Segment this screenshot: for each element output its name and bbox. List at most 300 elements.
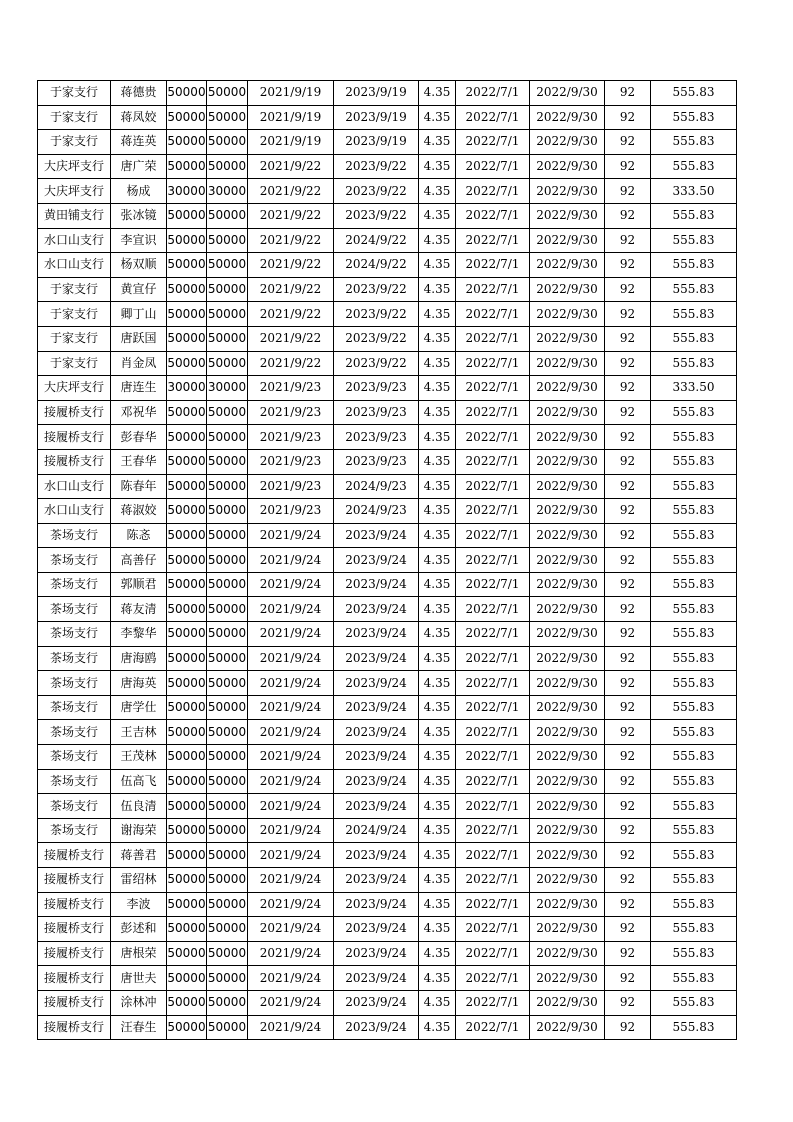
cell-branch: 于家支行: [38, 302, 111, 327]
cell-branch: 茶场支行: [38, 794, 111, 819]
cell-start-date: 2021/9/24: [248, 646, 334, 671]
cell-start-date: 2021/9/24: [248, 794, 334, 819]
cell-end-date: 2023/9/24: [334, 695, 419, 720]
cell-name: 唐海鸥: [111, 646, 167, 671]
cell-period-start: 2022/7/1: [456, 105, 530, 130]
cell-period-start: 2022/7/1: [456, 228, 530, 253]
cell-name: 雷绍林: [111, 868, 167, 893]
cell-rate: 4.35: [419, 400, 456, 425]
cell-end-date: 2023/9/24: [334, 843, 419, 868]
cell-amount: 50000: [167, 769, 207, 794]
cell-start-date: 2021/9/24: [248, 990, 334, 1015]
cell-amount: 50000: [167, 941, 207, 966]
cell-name: 卿丁山: [111, 302, 167, 327]
table-row: [38, 81, 737, 106]
cell-name: 伍高飞: [111, 769, 167, 794]
cell-start-date: 2021/9/24: [248, 917, 334, 942]
cell-period-end: 2022/9/30: [530, 277, 605, 302]
cell-start-date: 2021/9/22: [248, 228, 334, 253]
cell-balance: 50000: [207, 351, 248, 376]
cell-name: 张冰镜: [111, 203, 167, 228]
cell-branch: 茶场支行: [38, 572, 111, 597]
table-body: [38, 81, 737, 1040]
cell-branch: 接履桥支行: [38, 892, 111, 917]
cell-period-start: 2022/7/1: [456, 425, 530, 450]
cell-amount: 50000: [167, 425, 207, 450]
cell-interest: 555.83: [651, 769, 737, 794]
cell-start-date: 2021/9/24: [248, 843, 334, 868]
cell-rate: 4.35: [419, 966, 456, 991]
cell-name: 蒋凤姣: [111, 105, 167, 130]
cell-balance: 30000: [207, 376, 248, 401]
cell-days: 92: [605, 105, 651, 130]
cell-rate: 4.35: [419, 818, 456, 843]
cell-period-start: 2022/7/1: [456, 990, 530, 1015]
cell-amount: 50000: [167, 130, 207, 155]
cell-interest: 555.83: [651, 572, 737, 597]
cell-period-start: 2022/7/1: [456, 179, 530, 204]
cell-rate: 4.35: [419, 794, 456, 819]
cell-interest: 555.83: [651, 523, 737, 548]
cell-end-date: 2023/9/24: [334, 794, 419, 819]
cell-name: 王茂林: [111, 745, 167, 770]
cell-rate: 4.35: [419, 548, 456, 573]
cell-days: 92: [605, 449, 651, 474]
table-row: [38, 695, 737, 720]
cell-branch: 于家支行: [38, 277, 111, 302]
cell-period-start: 2022/7/1: [456, 253, 530, 278]
cell-period-end: 2022/9/30: [530, 745, 605, 770]
cell-interest: 555.83: [651, 892, 737, 917]
cell-period-end: 2022/9/30: [530, 228, 605, 253]
cell-rate: 4.35: [419, 745, 456, 770]
cell-branch: 于家支行: [38, 105, 111, 130]
cell-interest: 555.83: [651, 990, 737, 1015]
table-row: [38, 425, 737, 450]
table-row: [38, 646, 737, 671]
cell-end-date: 2024/9/23: [334, 474, 419, 499]
cell-balance: 50000: [207, 990, 248, 1015]
cell-balance: 50000: [207, 720, 248, 745]
cell-interest: 555.83: [651, 499, 737, 524]
cell-days: 92: [605, 966, 651, 991]
cell-branch: 于家支行: [38, 130, 111, 155]
table-row: [38, 745, 737, 770]
cell-branch: 接履桥支行: [38, 449, 111, 474]
cell-days: 92: [605, 720, 651, 745]
cell-rate: 4.35: [419, 843, 456, 868]
cell-name: 郭顺君: [111, 572, 167, 597]
cell-name: 唐跃国: [111, 326, 167, 351]
cell-interest: 555.83: [651, 597, 737, 622]
cell-period-start: 2022/7/1: [456, 203, 530, 228]
cell-balance: 50000: [207, 449, 248, 474]
cell-balance: 50000: [207, 425, 248, 450]
cell-start-date: 2021/9/23: [248, 449, 334, 474]
cell-start-date: 2021/9/24: [248, 523, 334, 548]
cell-balance: 50000: [207, 966, 248, 991]
cell-amount: 50000: [167, 548, 207, 573]
cell-days: 92: [605, 548, 651, 573]
cell-interest: 555.83: [651, 302, 737, 327]
cell-branch: 水口山支行: [38, 499, 111, 524]
cell-start-date: 2021/9/24: [248, 966, 334, 991]
cell-days: 92: [605, 941, 651, 966]
cell-interest: 555.83: [651, 745, 737, 770]
table-row: [38, 990, 737, 1015]
cell-branch: 于家支行: [38, 81, 111, 106]
cell-period-start: 2022/7/1: [456, 81, 530, 106]
table-row: [38, 228, 737, 253]
cell-period-start: 2022/7/1: [456, 277, 530, 302]
table-row: [38, 720, 737, 745]
cell-end-date: 2023/9/22: [334, 179, 419, 204]
cell-rate: 4.35: [419, 277, 456, 302]
cell-period-end: 2022/9/30: [530, 253, 605, 278]
cell-days: 92: [605, 597, 651, 622]
table-row: [38, 1015, 737, 1040]
cell-balance: 50000: [207, 597, 248, 622]
cell-days: 92: [605, 990, 651, 1015]
cell-branch: 接履桥支行: [38, 843, 111, 868]
cell-start-date: 2021/9/24: [248, 745, 334, 770]
cell-days: 92: [605, 622, 651, 647]
cell-balance: 50000: [207, 203, 248, 228]
cell-interest: 555.83: [651, 400, 737, 425]
cell-interest: 555.83: [651, 695, 737, 720]
cell-start-date: 2021/9/22: [248, 302, 334, 327]
cell-branch: 接履桥支行: [38, 400, 111, 425]
cell-name: 蒋连英: [111, 130, 167, 155]
cell-period-end: 2022/9/30: [530, 105, 605, 130]
cell-amount: 50000: [167, 154, 207, 179]
table-row: [38, 572, 737, 597]
cell-end-date: 2023/9/24: [334, 892, 419, 917]
cell-branch: 茶场支行: [38, 523, 111, 548]
cell-branch: 接履桥支行: [38, 990, 111, 1015]
cell-name: 陈忞: [111, 523, 167, 548]
cell-period-start: 2022/7/1: [456, 400, 530, 425]
cell-interest: 555.83: [651, 105, 737, 130]
cell-start-date: 2021/9/24: [248, 572, 334, 597]
cell-period-end: 2022/9/30: [530, 1015, 605, 1040]
cell-period-start: 2022/7/1: [456, 130, 530, 155]
cell-days: 92: [605, 400, 651, 425]
cell-amount: 50000: [167, 597, 207, 622]
cell-balance: 50000: [207, 917, 248, 942]
table-row: [38, 179, 737, 204]
cell-interest: 333.50: [651, 179, 737, 204]
cell-start-date: 2021/9/24: [248, 1015, 334, 1040]
cell-interest: 555.83: [651, 81, 737, 106]
table-row: [38, 966, 737, 991]
cell-balance: 50000: [207, 277, 248, 302]
cell-period-end: 2022/9/30: [530, 474, 605, 499]
cell-amount: 50000: [167, 302, 207, 327]
cell-amount: 50000: [167, 203, 207, 228]
cell-balance: 50000: [207, 671, 248, 696]
cell-rate: 4.35: [419, 203, 456, 228]
cell-amount: 50000: [167, 868, 207, 893]
cell-days: 92: [605, 130, 651, 155]
cell-amount: 50000: [167, 966, 207, 991]
cell-period-end: 2022/9/30: [530, 154, 605, 179]
cell-period-start: 2022/7/1: [456, 745, 530, 770]
table-row: [38, 400, 737, 425]
cell-end-date: 2023/9/19: [334, 105, 419, 130]
table-row: [38, 868, 737, 893]
cell-end-date: 2023/9/24: [334, 548, 419, 573]
cell-days: 92: [605, 646, 651, 671]
cell-branch: 水口山支行: [38, 474, 111, 499]
cell-period-start: 2022/7/1: [456, 794, 530, 819]
cell-period-end: 2022/9/30: [530, 572, 605, 597]
cell-end-date: 2023/9/24: [334, 671, 419, 696]
table-row: [38, 622, 737, 647]
cell-end-date: 2023/9/24: [334, 597, 419, 622]
cell-end-date: 2023/9/24: [334, 1015, 419, 1040]
cell-branch: 大庆坪支行: [38, 179, 111, 204]
cell-name: 彭述和: [111, 917, 167, 942]
cell-period-end: 2022/9/30: [530, 990, 605, 1015]
cell-amount: 50000: [167, 843, 207, 868]
cell-balance: 50000: [207, 794, 248, 819]
cell-name: 王春华: [111, 449, 167, 474]
cell-period-end: 2022/9/30: [530, 81, 605, 106]
cell-interest: 555.83: [651, 917, 737, 942]
cell-rate: 4.35: [419, 302, 456, 327]
cell-branch: 茶场支行: [38, 622, 111, 647]
cell-days: 92: [605, 302, 651, 327]
cell-period-start: 2022/7/1: [456, 695, 530, 720]
cell-end-date: 2023/9/23: [334, 449, 419, 474]
cell-period-end: 2022/9/30: [530, 499, 605, 524]
cell-start-date: 2021/9/24: [248, 695, 334, 720]
cell-amount: 50000: [167, 474, 207, 499]
cell-start-date: 2021/9/24: [248, 597, 334, 622]
cell-name: 黄宣仔: [111, 277, 167, 302]
cell-name: 唐根荣: [111, 941, 167, 966]
table-row: [38, 597, 737, 622]
cell-start-date: 2021/9/22: [248, 277, 334, 302]
cell-name: 蒋友清: [111, 597, 167, 622]
cell-period-end: 2022/9/30: [530, 917, 605, 942]
cell-balance: 50000: [207, 81, 248, 106]
cell-end-date: 2023/9/24: [334, 523, 419, 548]
cell-days: 92: [605, 818, 651, 843]
cell-amount: 50000: [167, 1015, 207, 1040]
cell-amount: 50000: [167, 277, 207, 302]
cell-branch: 大庆坪支行: [38, 376, 111, 401]
cell-interest: 555.83: [651, 941, 737, 966]
cell-interest: 555.83: [651, 130, 737, 155]
cell-balance: 50000: [207, 572, 248, 597]
cell-name: 陈春年: [111, 474, 167, 499]
cell-amount: 50000: [167, 351, 207, 376]
cell-end-date: 2024/9/22: [334, 253, 419, 278]
cell-start-date: 2021/9/23: [248, 400, 334, 425]
cell-branch: 茶场支行: [38, 818, 111, 843]
cell-start-date: 2021/9/24: [248, 720, 334, 745]
cell-interest: 555.83: [651, 425, 737, 450]
cell-name: 唐世夫: [111, 966, 167, 991]
cell-end-date: 2023/9/24: [334, 769, 419, 794]
cell-period-start: 2022/7/1: [456, 154, 530, 179]
cell-rate: 4.35: [419, 499, 456, 524]
cell-balance: 50000: [207, 769, 248, 794]
table-row: [38, 769, 737, 794]
cell-interest: 555.83: [651, 277, 737, 302]
cell-days: 92: [605, 376, 651, 401]
cell-days: 92: [605, 572, 651, 597]
cell-period-end: 2022/9/30: [530, 646, 605, 671]
cell-days: 92: [605, 523, 651, 548]
cell-period-end: 2022/9/30: [530, 818, 605, 843]
cell-amount: 50000: [167, 671, 207, 696]
cell-days: 92: [605, 425, 651, 450]
cell-rate: 4.35: [419, 523, 456, 548]
cell-balance: 50000: [207, 523, 248, 548]
cell-period-end: 2022/9/30: [530, 794, 605, 819]
cell-amount: 50000: [167, 499, 207, 524]
cell-name: 唐广荣: [111, 154, 167, 179]
cell-start-date: 2021/9/22: [248, 326, 334, 351]
cell-end-date: 2023/9/22: [334, 154, 419, 179]
cell-interest: 555.83: [651, 671, 737, 696]
cell-rate: 4.35: [419, 179, 456, 204]
cell-period-end: 2022/9/30: [530, 376, 605, 401]
cell-period-start: 2022/7/1: [456, 597, 530, 622]
cell-start-date: 2021/9/22: [248, 351, 334, 376]
cell-period-start: 2022/7/1: [456, 646, 530, 671]
table-row: [38, 105, 737, 130]
cell-amount: 50000: [167, 400, 207, 425]
cell-rate: 4.35: [419, 130, 456, 155]
cell-branch: 茶场支行: [38, 695, 111, 720]
table-row: [38, 154, 737, 179]
table-row: [38, 892, 737, 917]
table-row: [38, 376, 737, 401]
cell-end-date: 2023/9/24: [334, 622, 419, 647]
cell-start-date: 2021/9/22: [248, 203, 334, 228]
cell-name: 蒋善君: [111, 843, 167, 868]
cell-name: 唐学仕: [111, 695, 167, 720]
cell-days: 92: [605, 868, 651, 893]
cell-branch: 接履桥支行: [38, 425, 111, 450]
cell-period-start: 2022/7/1: [456, 941, 530, 966]
cell-amount: 50000: [167, 720, 207, 745]
cell-name: 肖金凤: [111, 351, 167, 376]
cell-period-end: 2022/9/30: [530, 302, 605, 327]
cell-start-date: 2021/9/22: [248, 154, 334, 179]
cell-end-date: 2023/9/24: [334, 941, 419, 966]
cell-rate: 4.35: [419, 941, 456, 966]
cell-interest: 555.83: [651, 203, 737, 228]
cell-end-date: 2023/9/19: [334, 81, 419, 106]
cell-end-date: 2023/9/24: [334, 868, 419, 893]
cell-name: 谢海荣: [111, 818, 167, 843]
cell-balance: 50000: [207, 326, 248, 351]
cell-rate: 4.35: [419, 597, 456, 622]
cell-days: 92: [605, 769, 651, 794]
cell-period-end: 2022/9/30: [530, 203, 605, 228]
cell-days: 92: [605, 695, 651, 720]
cell-branch: 接履桥支行: [38, 966, 111, 991]
cell-interest: 555.83: [651, 794, 737, 819]
table-row: [38, 499, 737, 524]
cell-end-date: 2024/9/23: [334, 499, 419, 524]
cell-end-date: 2023/9/24: [334, 745, 419, 770]
cell-end-date: 2023/9/22: [334, 277, 419, 302]
cell-period-start: 2022/7/1: [456, 769, 530, 794]
table-row: [38, 351, 737, 376]
table-row: [38, 843, 737, 868]
cell-start-date: 2021/9/24: [248, 892, 334, 917]
cell-rate: 4.35: [419, 376, 456, 401]
cell-period-start: 2022/7/1: [456, 818, 530, 843]
cell-days: 92: [605, 794, 651, 819]
cell-amount: 50000: [167, 572, 207, 597]
cell-name: 蒋淑姣: [111, 499, 167, 524]
cell-period-start: 2022/7/1: [456, 351, 530, 376]
cell-period-start: 2022/7/1: [456, 449, 530, 474]
cell-rate: 4.35: [419, 917, 456, 942]
cell-period-end: 2022/9/30: [530, 966, 605, 991]
cell-name: 唐连生: [111, 376, 167, 401]
cell-balance: 50000: [207, 499, 248, 524]
cell-rate: 4.35: [419, 769, 456, 794]
cell-amount: 50000: [167, 745, 207, 770]
cell-amount: 50000: [167, 892, 207, 917]
cell-period-end: 2022/9/30: [530, 425, 605, 450]
cell-end-date: 2023/9/22: [334, 351, 419, 376]
cell-period-end: 2022/9/30: [530, 548, 605, 573]
cell-interest: 555.83: [651, 843, 737, 868]
cell-amount: 50000: [167, 646, 207, 671]
cell-name: 伍良清: [111, 794, 167, 819]
cell-interest: 555.83: [651, 253, 737, 278]
table-row: [38, 671, 737, 696]
cell-amount: 50000: [167, 695, 207, 720]
table-row: [38, 277, 737, 302]
cell-period-end: 2022/9/30: [530, 179, 605, 204]
cell-end-date: 2024/9/24: [334, 818, 419, 843]
cell-name: 王吉林: [111, 720, 167, 745]
cell-balance: 50000: [207, 695, 248, 720]
cell-period-end: 2022/9/30: [530, 597, 605, 622]
cell-name: 彭春华: [111, 425, 167, 450]
cell-balance: 50000: [207, 941, 248, 966]
cell-branch: 茶场支行: [38, 720, 111, 745]
cell-name: 杨双顺: [111, 253, 167, 278]
cell-period-end: 2022/9/30: [530, 671, 605, 696]
cell-balance: 50000: [207, 253, 248, 278]
cell-interest: 555.83: [651, 1015, 737, 1040]
table-row: [38, 253, 737, 278]
cell-balance: 50000: [207, 302, 248, 327]
table-row: [38, 326, 737, 351]
cell-rate: 4.35: [419, 228, 456, 253]
table-row: [38, 130, 737, 155]
cell-start-date: 2021/9/19: [248, 105, 334, 130]
cell-balance: 50000: [207, 105, 248, 130]
table-row: [38, 818, 737, 843]
cell-branch: 水口山支行: [38, 228, 111, 253]
cell-period-end: 2022/9/30: [530, 400, 605, 425]
cell-balance: 50000: [207, 745, 248, 770]
cell-interest: 555.83: [651, 326, 737, 351]
cell-branch: 茶场支行: [38, 597, 111, 622]
